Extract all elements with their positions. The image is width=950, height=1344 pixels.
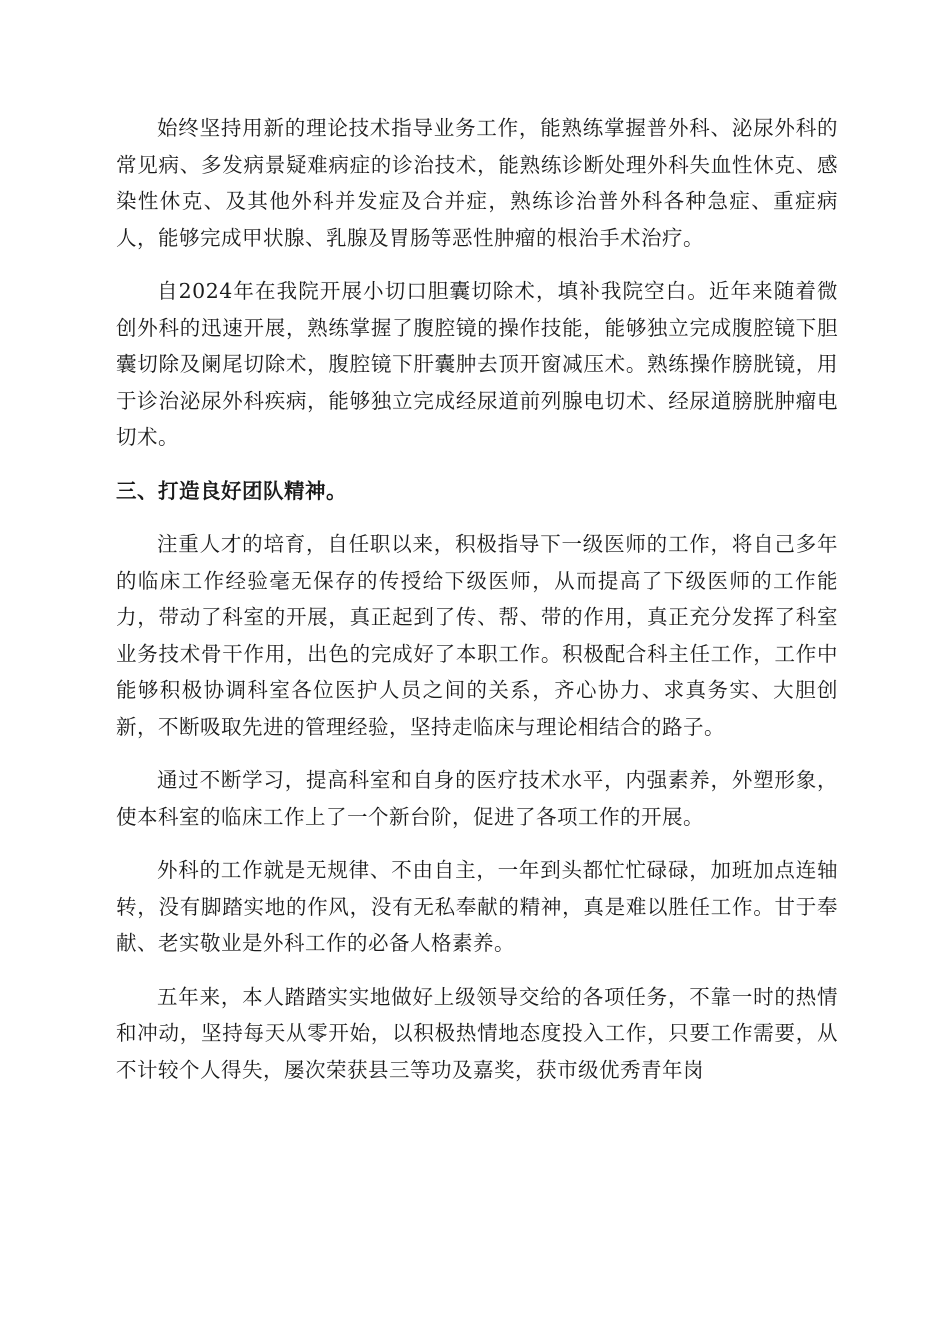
paragraph-continuous-learning: 通过不断学习，提高科室和自身的医疗技术水平，内强素养，外塑形象，使本科室的临床工作上了一个新台阶，促进了各项工作的开展。 [116,768,838,829]
paragraph-minimally-invasive: 自2024年在我院开展小切口胆囊切除术，填补我院空白。近年来随着微创外科的迅速开展，熟练掌握了腹腔镜的操作技能，能够独立完成腹腔镜下胆囊切除及阑尾切除术，腹腔镜下肝囊肿去顶开窗减压术。熟练操作膀胱镜，用于诊治泌尿外科疾病，能够独立完成经尿道前列腺电切术、经尿道膀胱肿瘤电切术。 [116,279,838,449]
section-heading-team-spirit: 三、打造良好团队精神。 [116,478,347,503]
paragraph-clinical-skills: 始终坚持用新的理论技术指导业务工作，能熟练掌握普外科、泌尿外科的常见病、多发病景疑难病症的诊治技术，能熟练诊断处理外科失血性休克、感染性休克、及其他外科并发症及合并症，熟练诊治普外科各种急症、重症病人，能够完成甲状腺、乳腺及胃肠等恶性肿瘤的根治手术治疗。 [116,116,838,250]
paragraph-surgery-work: 外科的工作就是无规律、不由自主，一年到头都忙忙碌碌，加班加点连轴转，没有脚踏实地的作风，没有无私奉献的精神，真是难以胜任工作。甘于奉献、老实敬业是外科工作的必备人格素养。 [116,858,838,955]
paragraph-five-years: 五年来，本人踏踏实实地做好上级领导交给的各项任务，不靠一时的热情和冲动，坚持每天从零开始，以积极热情地态度投入工作，只要工作需要，从不计较个人得失，屡次荣获县三等功及嘉奖，获市级优秀青年岗 [116,984,838,1082]
document-body [116,110,838,1105]
paragraph-talent-training: 注重人才的培育，自任职以来，积极指导下一级医师的工作，将自己多年的临床工作经验毫无保存的传授给下级医师，从而提高了下级医师的工作能力，带动了科室的开展，真正起到了传、帮、带的作用，真正充分发挥了科室业务技术骨干作用，出色的完成好了本职工作。积极配合科主任工作，工作中能够积极协调科室各位医护人员之间的关系，齐心协力、求真务实、大胆创新，不断吸取先进的管理经验，坚持走临床与理论相结合的路子。 [116,532,838,739]
